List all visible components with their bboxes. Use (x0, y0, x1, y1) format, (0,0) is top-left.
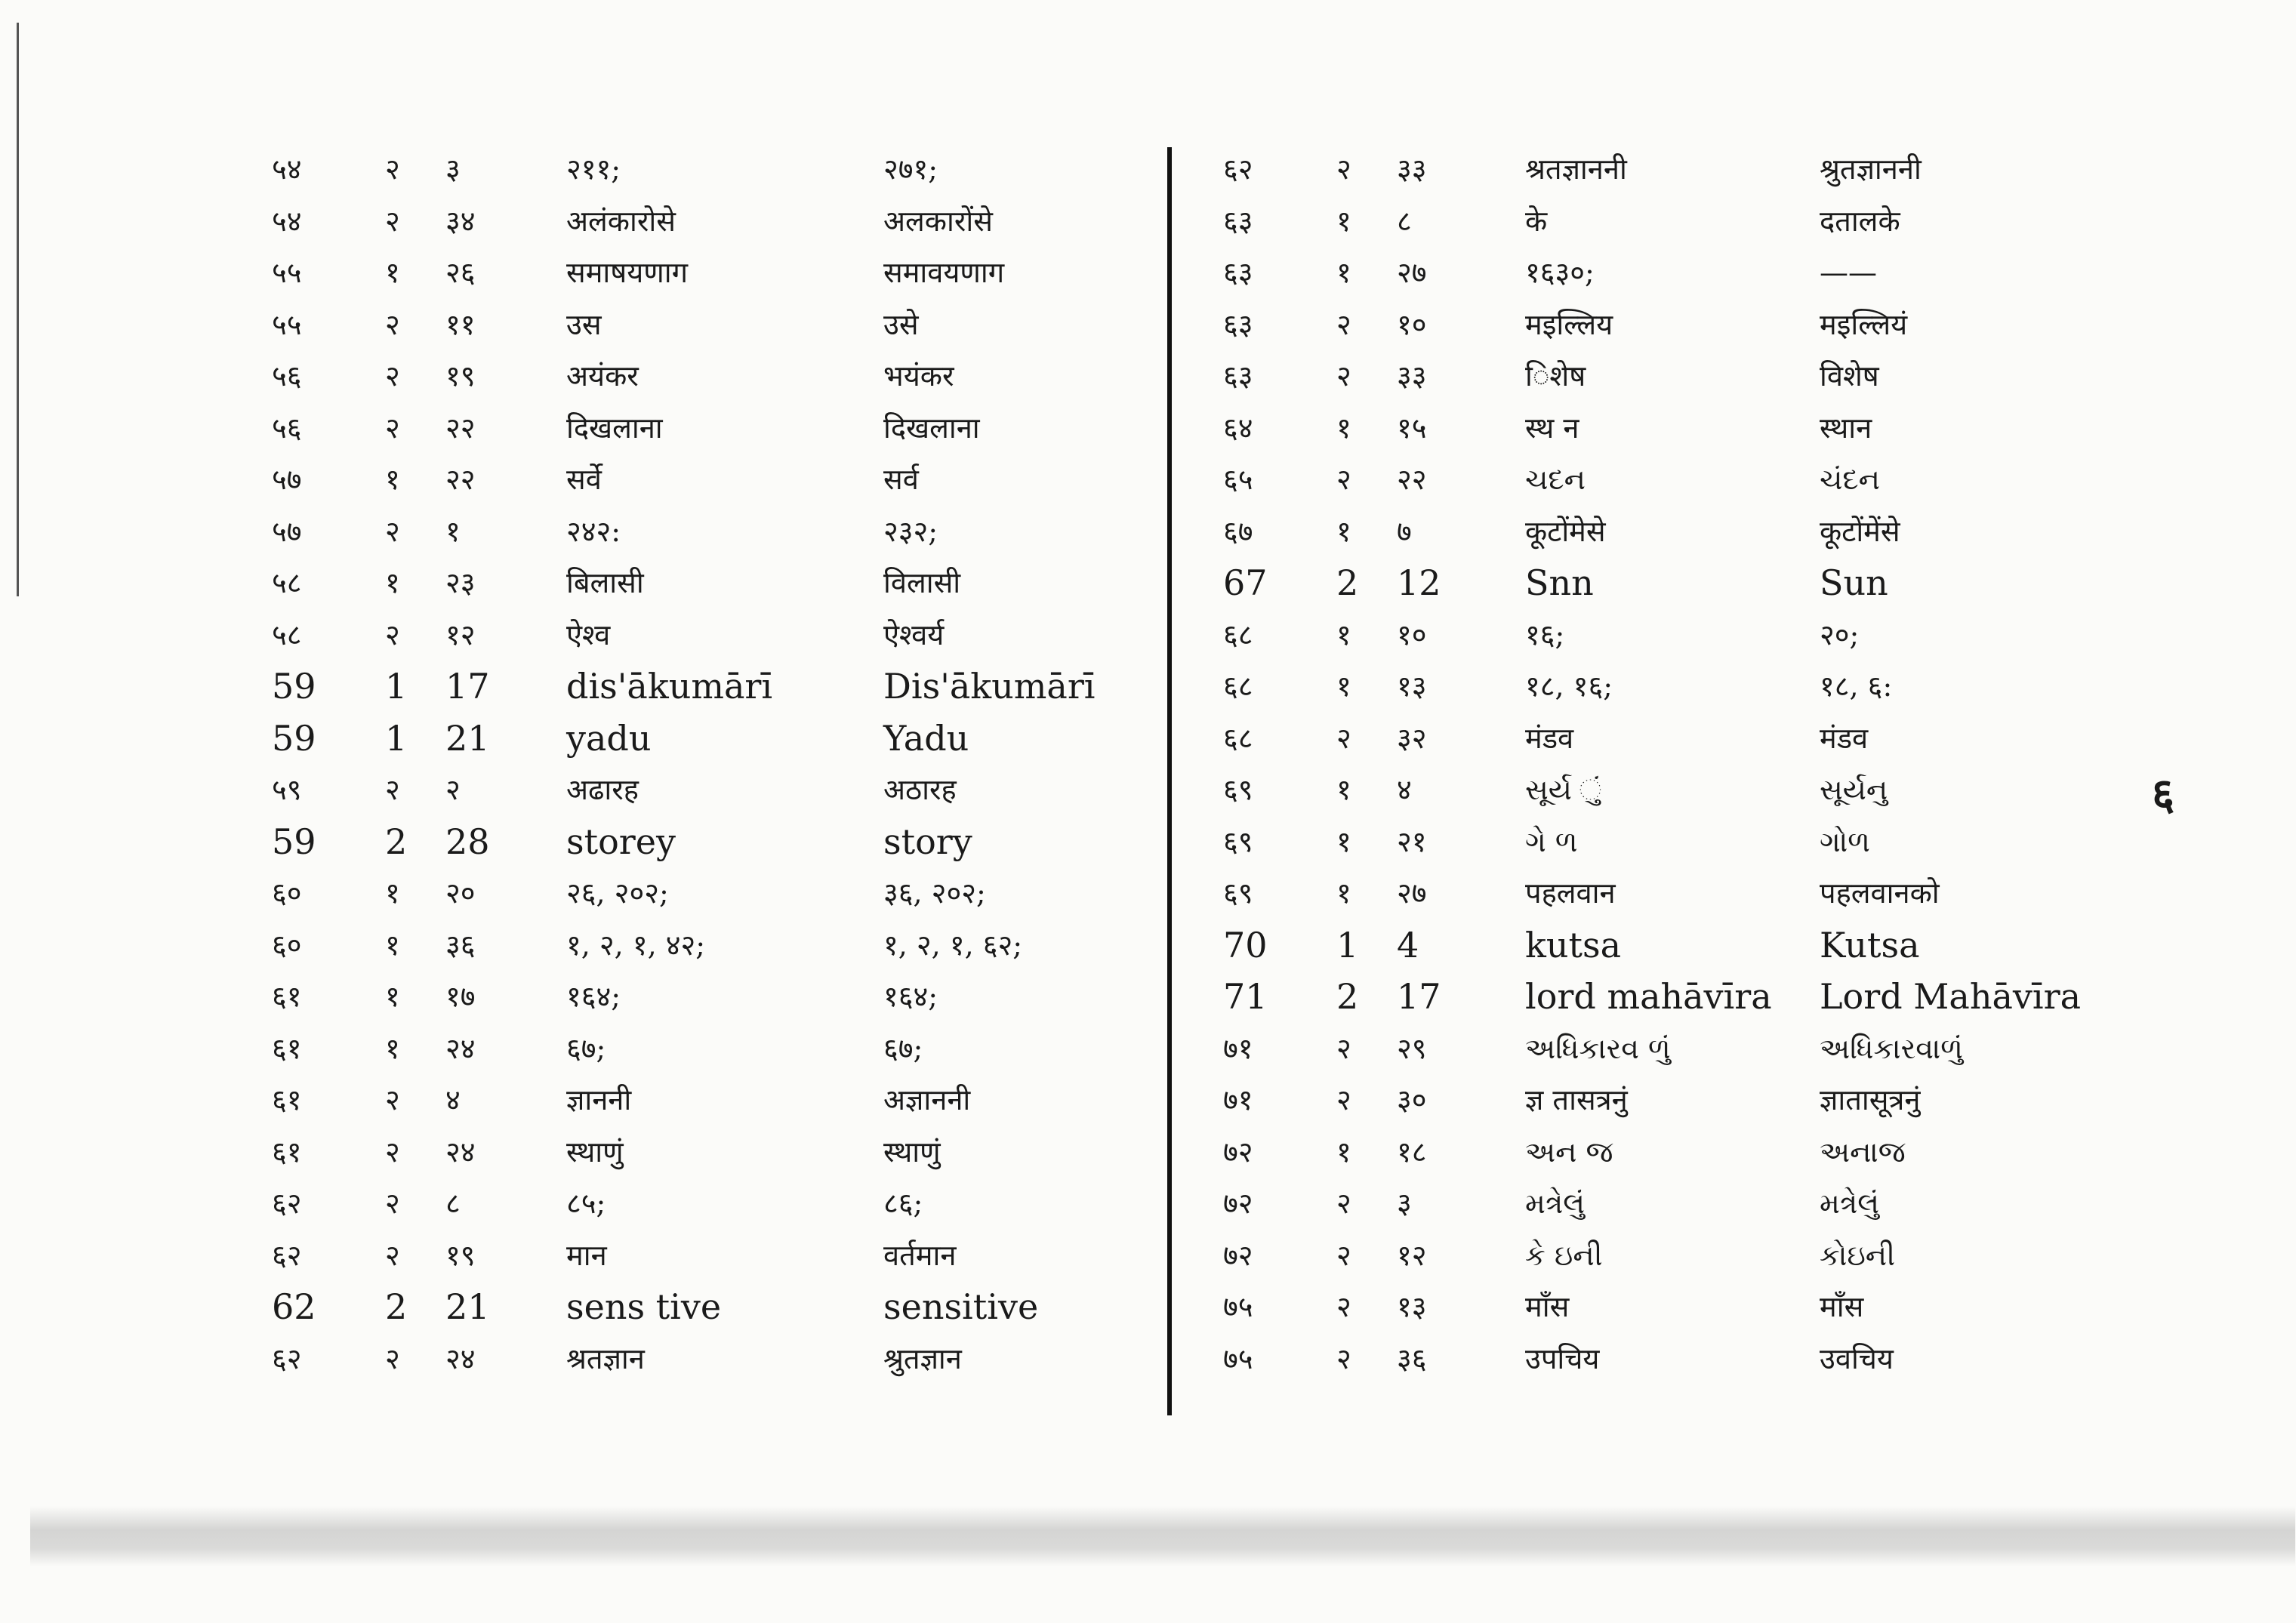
line-number: 21 (445, 1286, 490, 1327)
line-number: २७ (1397, 876, 1427, 910)
errata-row (1216, 1230, 2144, 1282)
error-text: श्रतज्ञाननी (1525, 152, 1627, 186)
errata-row (1216, 867, 2144, 919)
correction-text: कूटोंमेंसे (1820, 514, 1900, 548)
errata-row (272, 867, 1148, 919)
error-text: ऐश्व (566, 617, 611, 651)
column-number: १ (385, 566, 400, 599)
line-number: ४ (1397, 773, 1412, 806)
correction-text: सर्व (883, 463, 919, 496)
error-text: સૂર્ય ું (1525, 773, 1602, 806)
errata-row (1216, 350, 2144, 402)
errata-row (1216, 1178, 2144, 1230)
page-number: ५५ (272, 256, 302, 289)
errata-row (1216, 609, 2144, 661)
error-text: અધિકારવ ળું (1525, 1031, 1671, 1065)
page-number: ५७ (272, 514, 302, 548)
errata-row (1216, 402, 2144, 454)
page-number: ५६ (272, 359, 302, 393)
line-number: ८ (1397, 204, 1412, 238)
line-number: २४ (445, 1341, 476, 1375)
line-number: 12 (1397, 562, 1441, 603)
page-number: ६५ (1223, 463, 1253, 496)
correction-text: Sun (1820, 562, 1888, 603)
correction-text: ८६; (883, 1187, 923, 1220)
column-divider (1167, 147, 1172, 1415)
column-number: २ (1336, 721, 1351, 755)
page-number: ७२ (1223, 1187, 1253, 1220)
line-number: २२ (445, 411, 476, 445)
line-number: 21 (445, 717, 490, 759)
column-number: २ (1336, 307, 1351, 341)
line-number: 17 (1397, 976, 1441, 1017)
page-number: ६१ (272, 1135, 302, 1169)
error-text: २४२: (566, 514, 621, 548)
page-number: ६३ (1223, 256, 1253, 289)
correction-text: दतालके (1820, 204, 1900, 238)
correction-text: ऐश्वर्य (883, 617, 945, 651)
correction-text: अलकारोंसे (883, 204, 993, 238)
error-text: के (1525, 204, 1548, 238)
error-text: माँस (1525, 1290, 1570, 1323)
error-text: अढारह (566, 773, 639, 806)
column-number: २ (385, 411, 400, 445)
error-text: पहलवान (1525, 876, 1616, 910)
error-text: मंडव (1525, 721, 1574, 755)
error-text: ચદન (1525, 463, 1586, 496)
correction-text: उसे (883, 307, 919, 341)
error-text: कूटोंमेसे (1525, 514, 1606, 548)
correction-text: ગોળ (1820, 824, 1870, 858)
errata-row (1216, 506, 2144, 558)
errata-row (272, 350, 1148, 402)
column-number: १ (385, 256, 400, 289)
line-number: ७ (1397, 514, 1412, 548)
errata-row (272, 1281, 1148, 1333)
errata-row (272, 506, 1148, 558)
line-number: ३६ (445, 928, 476, 962)
column-number: 2 (385, 821, 408, 862)
page-number: ६८ (1223, 721, 1253, 755)
error-text: १६४; (566, 980, 621, 1013)
errata-row (272, 196, 1148, 248)
errata-row (272, 143, 1148, 196)
column-number: १ (1336, 617, 1351, 651)
error-text: उपचिय (1525, 1341, 1600, 1375)
line-number: २४ (445, 1031, 476, 1065)
errata-row (1216, 971, 2144, 1023)
correction-text: ज्ञातासूत्रनुं (1820, 1083, 1921, 1116)
column-number: २ (385, 514, 400, 548)
column-number: १ (1336, 256, 1351, 289)
line-number: ११ (445, 307, 476, 341)
correction-text: २७१; (883, 152, 938, 186)
line-number: ४ (445, 1083, 461, 1116)
column-number: 2 (385, 1286, 408, 1327)
column-number: 2 (1336, 562, 1359, 603)
error-text: મત્રેલું (1525, 1187, 1585, 1220)
column-number: १ (385, 928, 400, 962)
correction-text: —— (1820, 256, 1877, 289)
line-number: 28 (445, 821, 490, 862)
correction-text: विलासी (883, 566, 961, 599)
errata-row (1216, 557, 2144, 609)
column-number: 1 (1336, 924, 1359, 965)
line-number: ३३ (1397, 152, 1427, 186)
column-number: १ (385, 876, 400, 910)
page-number: ५४ (272, 204, 302, 238)
correction-text: पहलवानको (1820, 876, 1940, 910)
error-text: बिलासी (566, 566, 644, 599)
column-number: २ (385, 1083, 400, 1116)
errata-row (1216, 661, 2144, 713)
error-text: अयंकर (566, 359, 639, 393)
line-number: २७ (1397, 256, 1427, 289)
line-number: २१ (1397, 824, 1427, 858)
errata-row (1216, 713, 2144, 765)
correction-text: वर्तमान (883, 1238, 957, 1272)
line-number: १० (1397, 307, 1427, 341)
error-text: ज्ञ तासत्रनुं (1525, 1083, 1628, 1116)
correction-text: माँस (1820, 1290, 1864, 1323)
correction-text: समावयणाग (883, 256, 1005, 289)
page-number: ५४ (272, 152, 302, 186)
correction-text: ३६, २०२; (883, 876, 986, 910)
column-number: १ (385, 463, 400, 496)
line-number: २६ (445, 256, 476, 289)
errata-row (1216, 764, 2144, 816)
page-number: 67 (1223, 562, 1268, 603)
correction-text: १, २, १, ६२; (883, 928, 1023, 962)
page-number: 62 (272, 1286, 316, 1327)
error-text: १, २, १, ४२; (566, 928, 706, 962)
column-number: २ (385, 773, 400, 806)
correction-text: Yadu (883, 717, 969, 759)
correction-text: Lord Mahāvīra (1820, 976, 2081, 1017)
column-number: २ (1336, 1031, 1351, 1065)
column-number: २ (385, 617, 400, 651)
correction-text: उवचिय (1820, 1341, 1894, 1375)
page-number: ६३ (1223, 307, 1253, 341)
column-number: २ (385, 359, 400, 393)
correction-text: કોઇની (1820, 1238, 1895, 1272)
errata-row (272, 402, 1148, 454)
errata-row (272, 1074, 1148, 1126)
errata-row (272, 609, 1148, 661)
error-text: dis'ākumārī (566, 666, 773, 707)
line-number: २३ (445, 566, 476, 599)
line-number: १० (1397, 617, 1427, 651)
line-number: ३ (1397, 1187, 1412, 1220)
line-number: १३ (1397, 1290, 1427, 1323)
column-number: २ (385, 1187, 400, 1220)
errata-row (1216, 143, 2144, 196)
page-number: ५६ (272, 411, 302, 445)
error-text: storey (566, 821, 676, 862)
page-number: ७२ (1223, 1238, 1253, 1272)
errata-row (1216, 454, 2144, 506)
correction-text: અધિકારવાળું (1820, 1031, 1963, 1065)
page-number: 70 (1223, 924, 1268, 965)
page-number: ६२ (272, 1187, 302, 1220)
errata-row (272, 713, 1148, 765)
column-number: १ (1336, 1135, 1351, 1169)
correction-text: भयंकर (883, 359, 954, 393)
error-text: ८५; (566, 1187, 606, 1220)
column-number: १ (1336, 670, 1351, 703)
column-number: 2 (1336, 976, 1359, 1017)
errata-row (1216, 299, 2144, 351)
line-number: 4 (1397, 924, 1419, 965)
correction-text: १६४; (883, 980, 938, 1013)
page-number: ६३ (1223, 359, 1253, 393)
errata-row (1216, 816, 2144, 868)
errata-row (272, 1333, 1148, 1385)
errata-column-right (1216, 143, 2144, 1384)
errata-row (272, 764, 1148, 816)
errata-row (272, 971, 1148, 1023)
correction-text: સૂર્યનુ (1820, 773, 1888, 806)
errata-row (272, 1230, 1148, 1282)
correction-text: મત્રેલું (1820, 1187, 1879, 1220)
line-number: १८ (1397, 1135, 1427, 1169)
page-number: ६१ (272, 1083, 302, 1116)
line-number: ३३ (1397, 359, 1427, 393)
line-number: १९ (445, 1238, 476, 1272)
column-number: २ (385, 152, 400, 186)
line-number: ८ (445, 1187, 461, 1220)
error-text: दिखलाना (566, 411, 663, 445)
errata-row (272, 1023, 1148, 1075)
line-number: २ (445, 773, 461, 806)
errata-row (1216, 919, 2144, 972)
column-number: १ (1336, 876, 1351, 910)
correction-text: स्थान (1820, 411, 1872, 445)
correction-text: विशेष (1820, 359, 1879, 393)
page-number: ६२ (1223, 152, 1253, 186)
line-number: ३४ (445, 204, 476, 238)
correction-text: Kutsa (1820, 924, 1920, 965)
correction-text: अज्ञाननी (883, 1083, 971, 1116)
error-text: २६, २०२; (566, 876, 669, 910)
error-text: અન જ (1525, 1135, 1613, 1169)
page-number: 59 (272, 666, 316, 707)
errata-row (1216, 1333, 2144, 1385)
column-number: २ (1336, 1290, 1351, 1323)
line-number: ३० (1397, 1083, 1427, 1116)
error-text: १६३०; (1525, 256, 1595, 289)
line-number: ३२ (1397, 721, 1427, 755)
errata-column-left (272, 143, 1148, 1384)
line-number: १२ (445, 617, 476, 651)
column-number: 1 (385, 666, 408, 707)
page-number: ६० (272, 876, 302, 910)
column-number: २ (1336, 1341, 1351, 1375)
error-text: उस (566, 307, 602, 341)
correction-text: अठारह (883, 773, 957, 806)
column-number: १ (1336, 773, 1351, 806)
correction-text: sensitive (883, 1286, 1039, 1327)
page-number: ७२ (1223, 1135, 1253, 1169)
page-number: ५८ (272, 566, 302, 599)
error-text: sens tive (566, 1286, 722, 1327)
page-edge-line (17, 23, 19, 596)
error-text: श्रतज्ञान (566, 1341, 645, 1375)
correction-text: story (883, 821, 972, 862)
column-number: १ (385, 1031, 400, 1065)
errata-row (1216, 1281, 2144, 1333)
line-number: ३ (445, 152, 461, 186)
column-number: २ (385, 1238, 400, 1272)
page-number: ६८ (1223, 670, 1253, 703)
column-number: २ (1336, 152, 1351, 186)
column-number: २ (1336, 1238, 1351, 1272)
column-number: १ (1336, 824, 1351, 858)
correction-text: २०; (1820, 617, 1860, 651)
correction-text: श्रुतज्ञान (883, 1341, 962, 1375)
column-number: १ (1336, 411, 1351, 445)
page-number: ७१ (1223, 1083, 1253, 1116)
column-number: २ (385, 1341, 400, 1375)
correction-text: ६७; (883, 1031, 923, 1065)
error-text: ६७; (566, 1031, 606, 1065)
column-number: २ (1336, 359, 1351, 393)
page-number: 71 (1223, 976, 1268, 1017)
line-number: १२ (1397, 1238, 1427, 1272)
line-number: १९ (445, 359, 476, 393)
page-number: ५९ (272, 773, 302, 806)
page-number: ६३ (1223, 204, 1253, 238)
column-number: २ (385, 307, 400, 341)
correction-text: दिखलाना (883, 411, 980, 445)
column-number: १ (385, 980, 400, 1013)
error-text: lord mahāvīra (1525, 976, 1772, 1017)
correction-text: ચંદન (1820, 463, 1880, 496)
error-text: २११; (566, 152, 621, 186)
line-number: १५ (1397, 411, 1427, 445)
errata-row (1216, 1126, 2144, 1178)
page-number: ६० (272, 928, 302, 962)
page-number: ७५ (1223, 1341, 1253, 1375)
page-number: ६९ (1223, 824, 1253, 858)
error-text: मान (566, 1238, 607, 1272)
correction-text: Dis'ākumārī (883, 666, 1096, 707)
column-number: २ (385, 204, 400, 238)
error-text: Snn (1525, 562, 1594, 603)
page-number: ६२ (272, 1238, 302, 1272)
errata-row (272, 299, 1148, 351)
errata-row (1216, 196, 2144, 248)
page-number: ६४ (1223, 411, 1253, 445)
column-number: २ (385, 1135, 400, 1169)
error-text: िशेष (1525, 359, 1586, 393)
correction-text: मइल्लियं (1820, 307, 1908, 341)
column-number: २ (1336, 463, 1351, 496)
page-number: ५५ (272, 307, 302, 341)
errata-row (1216, 1023, 2144, 1075)
line-number: २२ (445, 463, 476, 496)
errata-row (272, 919, 1148, 972)
error-text: समाषयणाग (566, 256, 688, 289)
page-number: ६७ (1223, 514, 1253, 548)
correction-text: १८, ६: (1820, 670, 1893, 703)
page-number: ६९ (1223, 773, 1253, 806)
error-text: yadu (566, 717, 652, 759)
errata-row (272, 1178, 1148, 1230)
errata-row (1216, 1074, 2144, 1126)
page-number: ७१ (1223, 1031, 1253, 1065)
errata-row (272, 1126, 1148, 1178)
line-number: २४ (445, 1135, 476, 1169)
page-number: ६१ (272, 1031, 302, 1065)
column-number: २ (1336, 1187, 1351, 1220)
page-number: ६८ (1223, 617, 1253, 651)
line-number: १३ (1397, 670, 1427, 703)
errata-row (272, 454, 1148, 506)
errata-row (272, 816, 1148, 868)
page-number: ५७ (272, 463, 302, 496)
column-number: 1 (385, 717, 408, 759)
correction-text: અનાજ (1820, 1135, 1906, 1169)
errata-row (272, 661, 1148, 713)
error-text: ગે ળ (1525, 824, 1578, 858)
error-text: स्थाणुं (566, 1135, 624, 1169)
column-number: २ (1336, 1083, 1351, 1116)
correction-text: मंडव (1820, 721, 1869, 755)
errata-row (1216, 247, 2144, 299)
page-number: ५८ (272, 617, 302, 651)
line-number: २० (445, 876, 476, 910)
page-number: ७५ (1223, 1290, 1253, 1323)
correction-text: स्थाणुं (883, 1135, 941, 1169)
column-number: १ (1336, 204, 1351, 238)
errata-row (272, 557, 1148, 609)
line-number: ३६ (1397, 1341, 1427, 1375)
errata-row (272, 247, 1148, 299)
error-text: ज्ञाननी (566, 1083, 632, 1116)
error-text: स्थ न (1525, 411, 1579, 445)
line-number: १७ (445, 980, 476, 1013)
error-text: १६; (1525, 617, 1565, 651)
page-number: ६२ (272, 1341, 302, 1375)
page-number: ६९ (1223, 876, 1253, 910)
line-number: २२ (1397, 463, 1427, 496)
page-number: 59 (272, 821, 316, 862)
line-number: 17 (445, 666, 490, 707)
page-side-mark: ६ (2152, 768, 2175, 820)
line-number: १ (445, 514, 461, 548)
line-number: २९ (1397, 1031, 1427, 1065)
correction-text: श्रुतज्ञाननी (1820, 152, 1922, 186)
error-text: मइल्लिय (1525, 307, 1613, 341)
error-text: अलंकारोसे (566, 204, 676, 238)
scan-shadow (30, 1506, 2295, 1566)
error-text: કે ઇની (1525, 1238, 1603, 1272)
correction-text: २३२; (883, 514, 938, 548)
error-text: १८, १६; (1525, 670, 1613, 703)
error-text: सर्वे (566, 463, 602, 496)
page-number: 59 (272, 717, 316, 759)
page-number: ६१ (272, 980, 302, 1013)
error-text: kutsa (1525, 924, 1622, 965)
column-number: १ (1336, 514, 1351, 548)
